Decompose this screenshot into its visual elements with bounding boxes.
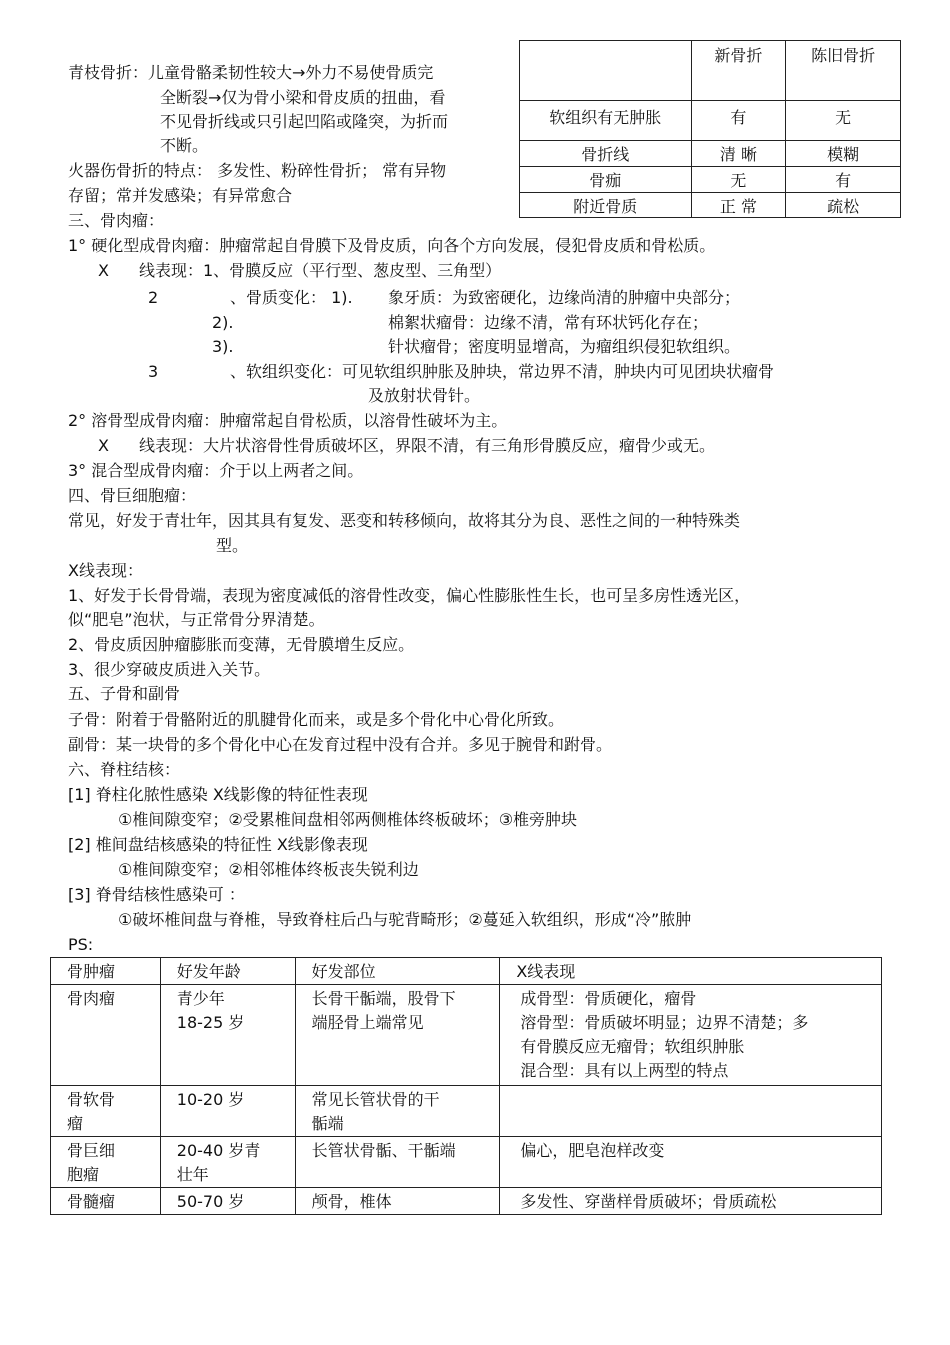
text-line: 象牙质：为致密硬化，边缘尚清的肿瘤中央部分； (388, 288, 741, 307)
bone-tumor-table (50, 957, 882, 1215)
text-line: 全断裂→仅为骨小梁和骨皮质的扭曲，看 (160, 88, 446, 107)
table-cell (500, 1137, 882, 1188)
text-line: 不断。 (160, 136, 209, 155)
text-line: [2] 椎间盘结核感染的特征性 X线影像表现 (68, 835, 368, 854)
text-line: 线表现：1、骨膜反应（平行型、葱皮型、三角型） (139, 261, 502, 280)
table-cell: 软组织有无肿胀 (520, 101, 692, 141)
table-cell: 无 (691, 167, 786, 193)
text-line: 子骨：附着于骨骼附近的肌腱骨化而来，或是多个骨化中心骨化所致。 (68, 710, 565, 729)
text-line: 火器伤骨折的特点： 多发性、粉碎性骨折； 常有异物 (68, 161, 447, 180)
table-cell: 骨痂 (520, 167, 692, 193)
text-line: 针状瘤骨；密度明显增高，为瘤组织侵犯软组织。 (388, 337, 741, 356)
section-heading: 三、骨肉瘤： (68, 211, 165, 230)
cell-line: 20-40 岁青 (176, 1141, 261, 1160)
table-cell (500, 1188, 882, 1215)
cell-line: 10-20 岁 (176, 1090, 245, 1109)
table-header-cell: 陈旧骨折 (786, 41, 901, 101)
table-cell (51, 1137, 161, 1188)
text-line: 青枝骨折：儿童骨骼柔韧性较大→外力不易使骨质完 (68, 63, 434, 82)
text-line: 3° 混合型成骨肉瘤：介于以上两者之间。 (68, 461, 364, 480)
text-line: X线表现： (68, 561, 143, 580)
text-line: 1° 硬化型成骨肉瘤：肿瘤常起自骨膜下及骨皮质，向各个方向发展，侵犯骨皮质和骨松质。 (68, 236, 716, 255)
text-line: PS: (68, 935, 94, 954)
text-line: 及放射状骨针。 (368, 386, 481, 405)
text-line: 不见骨折线或只引起凹陷或隆突，为折而 (160, 112, 449, 131)
table-cell (160, 985, 295, 1086)
table-cell (295, 985, 500, 1086)
cell-line: 长管状骨骺、干骺端 (311, 1141, 456, 1160)
text-line: 、骨质变化： 1). (230, 288, 353, 307)
text-line: 3 (148, 362, 159, 381)
text-line: 2° 溶骨型成骨肉瘤：肿瘤常起自骨松质，以溶骨性破坏为主。 (68, 411, 508, 430)
text-line: 型。 (216, 536, 249, 555)
cell-line: 骨软骨 (67, 1090, 116, 1109)
cell-line: 骨肉瘤 (67, 989, 116, 1008)
cell-line: 有骨膜反应无瘤骨；软组织肿胀 (520, 1037, 745, 1056)
cell-line: 胞瘤 (67, 1165, 100, 1184)
text-line: 常见，好发于青壮年，因其具有复发、恶变和转移倾向，故将其分为良、恶性之间的一种特殊类 (68, 511, 741, 530)
table-cell: 正 常 (691, 193, 786, 218)
text-line: [3] 脊骨结核性感染可 ： (68, 885, 245, 904)
section-heading: 六、脊柱结核： (68, 760, 181, 779)
table-cell: 有 (691, 101, 786, 141)
table-cell (295, 1137, 500, 1188)
table-cell (160, 1137, 295, 1188)
text-line: ①椎间隙变窄；②相邻椎体终板丧失锐利边 (118, 860, 419, 879)
table-cell (51, 1188, 161, 1215)
text-line: 3). (212, 337, 234, 356)
text-line: 、软组织变化：可见软组织肿胀及肿块，常边界不清，肿块内可见团块状瘤骨 (230, 362, 775, 381)
table-cell: 附近骨质 (520, 193, 692, 218)
cell-line: 常见长管状骨的干 (311, 1090, 440, 1109)
text-line: ①破坏椎间盘与脊椎，导致脊柱后凸与驼背畸形；②蔓延入软组织，形成“冷”脓肿 (118, 910, 692, 929)
cell-line: 多发性、穿凿样骨质破坏；骨质疏松 (520, 1192, 777, 1211)
table-cell (500, 985, 882, 1086)
table-header-cell: X线表现 (500, 958, 882, 985)
table-header-cell (520, 41, 692, 101)
table-header-cell: 好发部位 (295, 958, 500, 985)
table-cell (160, 1086, 295, 1137)
cell-line: 端胫骨上端常见 (311, 1013, 424, 1032)
text-line: 2). (212, 313, 234, 332)
text-line: 1、好发于长骨骨端，表现为密度减低的溶骨性改变，偏心性膨胀性生长，也可呈多房性透光区， (68, 586, 751, 605)
cell-line: 颅骨，椎体 (311, 1192, 392, 1211)
table-cell: 骨折线 (520, 141, 692, 167)
cell-line: 溶骨型：骨质破坏明显；边界不清楚；多 (520, 1013, 809, 1032)
text-line: X (98, 436, 109, 455)
cell-line: 18-25 岁 (176, 1013, 245, 1032)
text-line: 存留；常并发感染；有异常愈合 (68, 186, 293, 205)
table-cell: 模糊 (786, 141, 901, 167)
table-cell (51, 1086, 161, 1137)
text-line: 2、骨皮质因肿瘤膨胀而变薄，无骨膜增生反应。 (68, 635, 415, 654)
table-header-cell: 新骨折 (691, 41, 786, 101)
text-line: 线表现：大片状溶骨性骨质破坏区，界限不清，有三角形骨膜反应，瘤骨少或无。 (139, 436, 716, 455)
text-line: 似“肥皂”泡状，与正常骨分界清楚。 (68, 610, 325, 629)
cell-line: 骺端 (311, 1114, 344, 1133)
section-heading: 五、子骨和副骨 (68, 684, 181, 703)
cell-line: 50-70 岁 (176, 1192, 245, 1211)
table-cell (295, 1188, 500, 1215)
cell-line: 骨巨细 (67, 1141, 116, 1160)
table-cell (500, 1086, 882, 1137)
cell-line: 壮年 (176, 1165, 209, 1184)
text-line: [1] 脊柱化脓性感染 X线影像的特征性表现 (68, 785, 368, 804)
table-cell: 清 晰 (691, 141, 786, 167)
text-line: ①椎间隙变窄；②受累椎间盘相邻两侧椎体终板破坏；③椎旁肿块 (118, 810, 578, 829)
fracture-comparison-table (519, 40, 901, 218)
cell-line: 长骨干骺端，股骨下 (311, 989, 456, 1008)
cell-line: 骨髓瘤 (67, 1192, 116, 1211)
text-line: 3、很少穿破皮质进入关节。 (68, 660, 271, 679)
section-heading: 四、骨巨细胞瘤： (68, 486, 197, 505)
table-header-cell: 好发年龄 (160, 958, 295, 985)
text-line: 副骨：某一块骨的多个骨化中心在发育过程中没有合并。多见于腕骨和跗骨。 (68, 735, 613, 754)
text-line: 棉絮状瘤骨：边缘不清，常有环状钙化存在； (388, 313, 709, 332)
table-header-cell: 骨肿瘤 (51, 958, 161, 985)
table-cell: 疏松 (786, 193, 901, 218)
table-cell: 无 (786, 101, 901, 141)
cell-line: 偏心，肥皂泡样改变 (520, 1141, 665, 1160)
table-cell: 有 (786, 167, 901, 193)
text-line: X (98, 261, 109, 280)
table-cell (295, 1086, 500, 1137)
cell-line: 成骨型：骨质硬化，瘤骨 (520, 989, 697, 1008)
text-line: 2 (148, 288, 159, 307)
cell-line: 瘤 (67, 1114, 84, 1133)
cell-line: 青少年 (176, 989, 225, 1008)
table-cell (160, 1188, 295, 1215)
table-cell (51, 985, 161, 1086)
cell-line: 混合型：具有以上两型的特点 (520, 1061, 729, 1080)
